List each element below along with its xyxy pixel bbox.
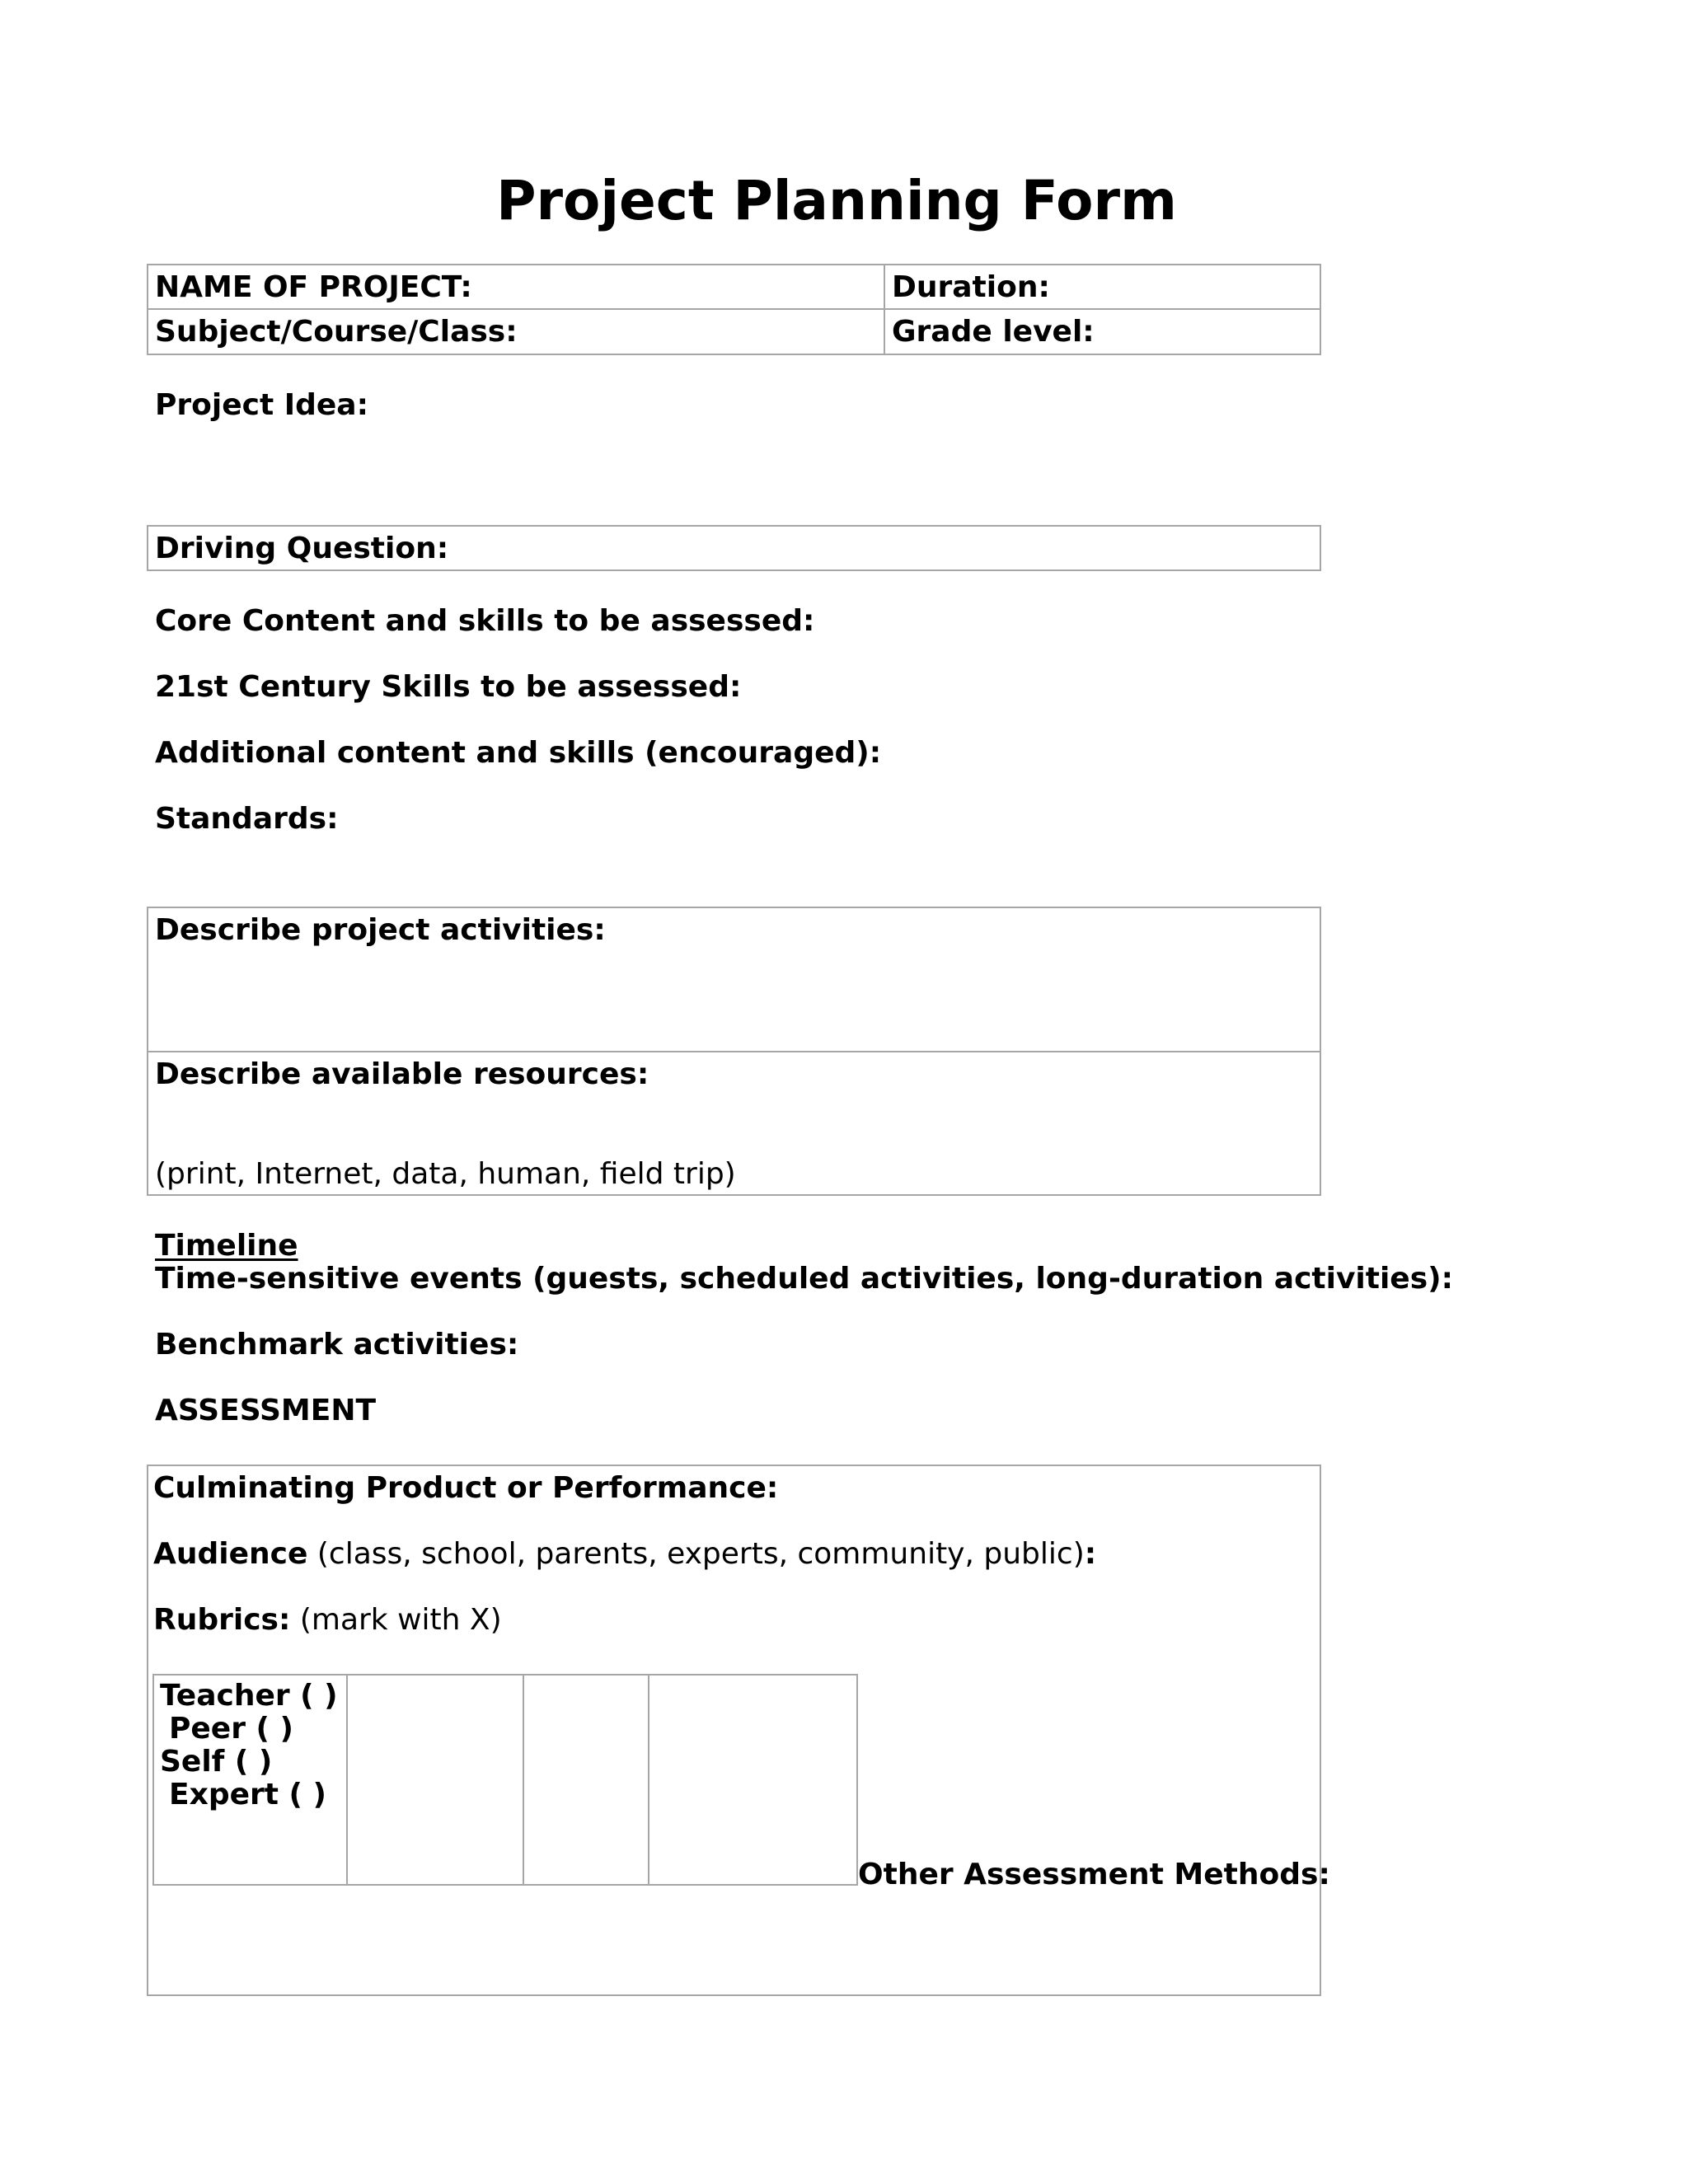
duration-label: Duration: (892, 270, 1050, 304)
describe-resources-label: Describe available resources: (155, 1057, 649, 1091)
grade-level-label: Grade level: (892, 315, 1095, 349)
core-content-label: Core Content and skills to be assessed: (155, 604, 815, 638)
assessment-heading: ASSESSMENT (155, 1394, 377, 1427)
audience-colon: : (1084, 1537, 1097, 1571)
name-of-project-label: NAME OF PROJECT: (155, 270, 472, 304)
rubric-option-peer: Peer ( ) (169, 1712, 293, 1746)
describe-activities-label: Describe project activities: (155, 913, 606, 947)
page-title: Project Planning Form (496, 169, 1177, 232)
rubrics-hint: (mark with X) (290, 1603, 502, 1637)
timeline-heading-text: Timeline (155, 1229, 298, 1263)
other-assessment-methods-label: Other Assessment Methods: (858, 1858, 1330, 1891)
driving-question-label: Driving Question: (155, 532, 449, 565)
rubric-option-expert: Expert ( ) (169, 1778, 326, 1811)
resources-hint: (print, Internet, data, human, field trip) (155, 1157, 736, 1191)
header-table-row-divider (147, 308, 1321, 310)
rubric-table-col-divider-1 (346, 1674, 348, 1886)
benchmark-label: Benchmark activities: (155, 1328, 519, 1361)
audience-line (153, 1536, 1096, 1572)
rubrics-line (153, 1602, 502, 1638)
century-skills-label: 21st Century Skills to be assessed: (155, 670, 742, 704)
header-table-col-divider (884, 264, 885, 355)
rubric-table-col-divider-2 (523, 1674, 524, 1886)
rubric-table-col-divider-3 (648, 1674, 649, 1886)
activities-table-divider (147, 1051, 1321, 1052)
project-idea-label: Project Idea: (155, 388, 368, 422)
rubrics-label: Rubrics: (153, 1603, 291, 1637)
culminating-label: Culminating Product or Performance: (153, 1471, 779, 1505)
time-sensitive-label: Time-sensitive events (guests, scheduled activities, long-duration activities): (155, 1262, 1453, 1296)
audience-hint: (class, school, parents, experts, community, public) (307, 1537, 1085, 1571)
additional-content-label: Additional content and skills (encouraged): (155, 736, 882, 770)
standards-label: Standards: (155, 802, 339, 836)
rubric-option-teacher: Teacher ( ) (160, 1679, 338, 1713)
rubric-option-self: Self ( ) (160, 1745, 273, 1779)
audience-label: Audience (153, 1537, 308, 1571)
timeline-heading (155, 1228, 298, 1264)
subject-course-class-label: Subject/Course/Class: (155, 315, 518, 349)
